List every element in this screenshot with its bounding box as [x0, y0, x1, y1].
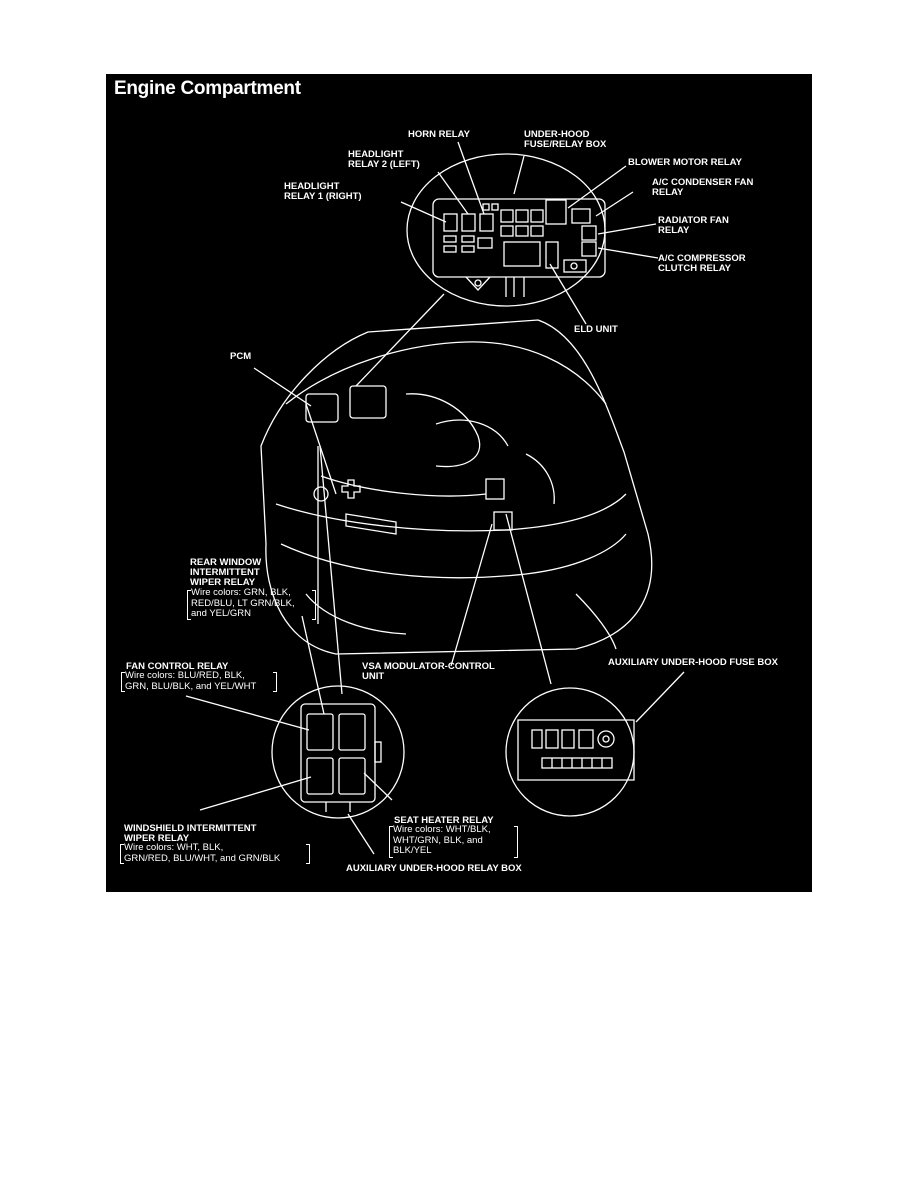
vehicle-pointers	[254, 368, 551, 694]
aux-fuse-box-drawing	[518, 720, 634, 780]
fan-control-relay-label: FAN CONTROL RELAY	[126, 661, 229, 672]
aux-relay-box-drawing	[301, 704, 381, 812]
windshield-bracket-right	[306, 844, 310, 864]
headlight-relay-1-label: HEADLIGHT RELAY 1 (RIGHT)	[284, 181, 362, 202]
aux-relay-box-callout-circle	[272, 686, 404, 818]
radiator-fan-relay-label: RADIATOR FAN RELAY	[658, 215, 729, 236]
engine-compartment-figure	[106, 74, 812, 892]
blower-motor-relay-label: BLOWER MOTOR RELAY	[628, 157, 743, 168]
figure-title: Engine Compartment	[114, 78, 301, 99]
ac-condenser-fan-relay-label: A/C CONDENSER FAN RELAY	[652, 177, 754, 198]
vsa-modulator-label: VSA MODULATOR-CONTROL UNIT	[362, 661, 495, 682]
windshield-wire-colors: Wire colors: WHT, BLK, GRN/RED, BLU/WHT, and GRN/BLK	[124, 842, 281, 864]
seat-heater-relay-label: SEAT HEATER RELAY	[394, 815, 494, 826]
aux-relay-box-label: AUXILIARY UNDER-HOOD RELAY BOX	[346, 863, 522, 874]
aux-fuse-box-leader	[636, 672, 684, 722]
headlight-relay-2-label: HEADLIGHT RELAY 2 (LEFT)	[348, 149, 420, 170]
windshield-relay-label: WINDSHIELD INTERMITTENT WIPER RELAY	[124, 823, 257, 844]
seat-heater-bracket-right	[514, 826, 518, 858]
aux-relay-box-leaders	[186, 616, 392, 854]
rear-window-relay-label: REAR WINDOW INTERMITTENT WIPER RELAY	[190, 557, 262, 588]
seat-heater-wire-colors: Wire colors: WHT/BLK, WHT/GRN, BLK, and BLK/YEL	[393, 824, 491, 856]
rear-window-wire-colors: Wire colors: GRN, BLK, RED/BLU, LT GRN/BLK, and YEL/GRN	[191, 587, 295, 619]
aux-fuse-box-callout-circle	[506, 688, 634, 816]
under-hood-box-label: UNDER-HOOD FUSE/RELAY BOX	[524, 129, 607, 150]
fan-control-bracket-right	[273, 672, 277, 692]
aux-fuse-box-label: AUXILIARY UNDER-HOOD FUSE BOX	[608, 657, 778, 668]
horn-relay-label: HORN RELAY	[408, 129, 470, 140]
vehicle-drawing	[261, 320, 652, 654]
pcm-label: PCM	[230, 351, 252, 362]
top-callout-leaders	[356, 142, 658, 386]
fan-control-wire-colors: Wire colors: BLU/RED, BLK, GRN, BLU/BLK, and YEL/WHT	[125, 670, 257, 692]
ac-compressor-clutch-relay-label: A/C COMPRESSOR CLUTCH RELAY	[658, 253, 746, 274]
rear-window-bracket-right	[312, 590, 316, 620]
under-hood-box-drawing	[433, 199, 605, 297]
eld-unit-label: ELD UNIT	[574, 324, 618, 335]
